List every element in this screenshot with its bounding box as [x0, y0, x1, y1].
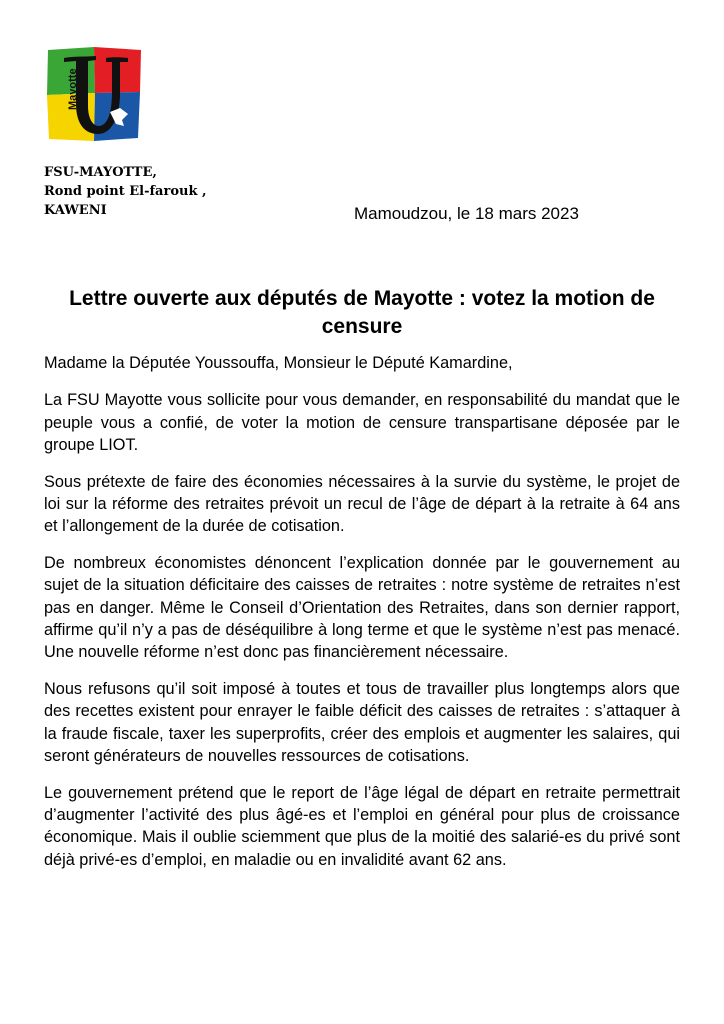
salutation: Madame la Députée Youssouffa, Monsieur le Député Kamardine,	[44, 354, 513, 372]
paragraph: La FSU Mayotte vous sollicite pour vous demander, en responsabilité du mandat que le peuple vous a confié, de voter la motion de censure transpartisane déposée par le groupe LIOT.	[44, 391, 680, 455]
fsu-mayotte-logo	[44, 44, 144, 144]
paragraph: Sous prétexte de faire des économies nécessaires à la survie du système, le projet de loi sur la réforme des retraites prévoit un recul de l’âge de départ à la retraite à 64 ans et l’allongement de la durée de cotisation.	[44, 472, 680, 536]
paragraph: Nous refusons qu’il soit imposé à toutes et tous de travailler plus longtemps alors que des recettes existent pour enrayer le faible déficit des caisses de retraites : s’attaquer à la fraude fiscale, taxer les superprofits, créer des emplois et augmenter les salaires, qui seront générateurs de nouvelles ressources de cotisations.	[44, 679, 680, 766]
sender-street: Rond point El-farouk ,	[44, 184, 207, 199]
sender-city: KAWENI	[44, 203, 107, 218]
sender-name: FSU-MAYOTTE,	[44, 165, 157, 180]
paragraph: De nombreux économistes dénoncent l’explication donnée par le gouvernement au sujet de la situation déficitaire des caisses de retraites : notre système de retraites n’est pas en danger. Même le Conseil d’Orientation des Retraites, dans son dernier rapport, affirme qu’il n’y a pas de déséquilibre à long terme et que le système n’est pas menacé. Une nouvelle réforme n’est donc pas financièrement nécessaire.	[44, 553, 680, 662]
letter-title: Lettre ouverte aux députés de Mayotte : votez la motion de censure	[69, 287, 655, 338]
sender-address	[44, 163, 207, 220]
letter-body	[44, 352, 680, 885]
paragraph: Le gouvernement prétend que le report de l’âge légal de départ en retraite permettrait d’augmenter l’activité des plus âgé-es et l’emploi en général pour plus de croissance économique. Mais il oublie sciemment que plus de la moitié des salarié-es du privé sont déjà privé-es d’emploi, en maladie ou en invalidité avant 62 ans.	[44, 783, 680, 869]
logo-text: Mayotte	[67, 68, 79, 110]
place-and-date: Mamoudzou, le 18 mars 2023	[354, 204, 579, 223]
logo-graphic	[44, 44, 144, 144]
